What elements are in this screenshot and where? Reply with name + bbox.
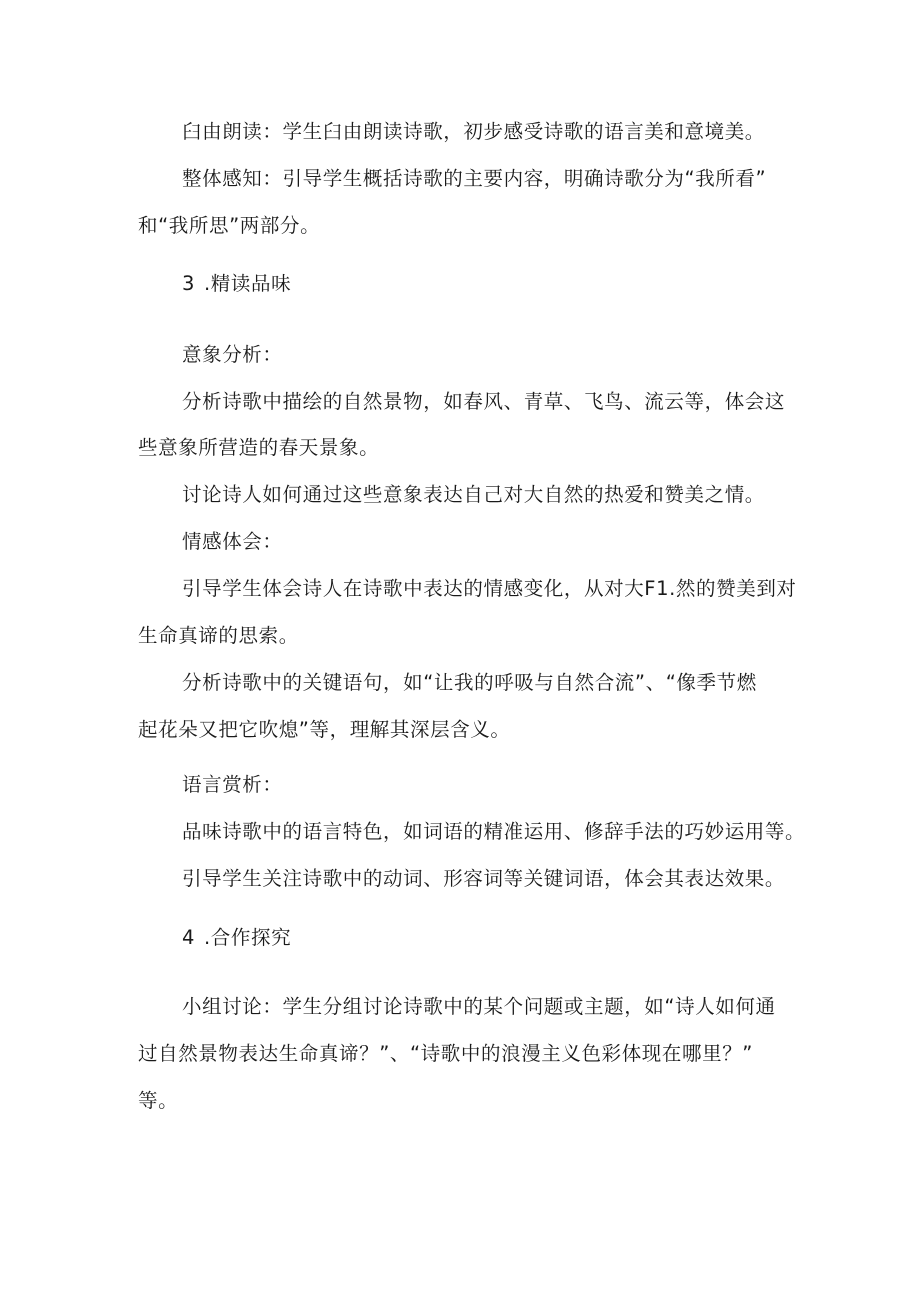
section-number: 4	[182, 926, 196, 949]
paragraph-keywords: 引导学生关注诗歌中的动词、形容词等关键词语，体会其表达效果。	[182, 867, 786, 890]
section-number: 3	[182, 272, 196, 295]
paragraph-group-discussion-line3: 等。	[138, 1089, 179, 1112]
subheading-language-appreciation: 语言赏析：	[182, 773, 283, 796]
paragraph-free-reading: 臼由朗读：学生臼由朗读诗歌，初步感受诗歌的语言美和意境美。	[182, 120, 765, 143]
paragraph-overall-perception-line2: 和“我所思”两部分。	[138, 214, 321, 237]
paragraph-language-features: 品味诗歌中的语言特色，如词语的精准运用、修辞手法的巧妙运用等。	[182, 820, 806, 843]
paragraph-imagery-line1: 分析诗歌中描绘的自然景物，如春风、青草、飞鸟、流云等，体会这	[182, 390, 786, 413]
section-heading-3	[182, 272, 291, 296]
subheading-imagery-analysis: 意象分析：	[182, 343, 283, 366]
paragraph-overall-perception-line1: 整体感知：引导学生概括诗歌的主要内容，明确诗歌分为“我所看”	[182, 167, 767, 190]
paragraph-emotion-line2: 生命真谛的思索。	[138, 624, 299, 647]
section-heading-4	[182, 926, 291, 950]
paragraph-imagery-line2: 些意象所营造的春天景象。	[138, 436, 380, 459]
paragraph-group-discussion-line2: 过自然景物表达生命真谛？”、“诗歌中的浪漫主义色彩体现在哪里？”	[138, 1042, 754, 1065]
paragraph-key-sentences-line2: 起花朵又把它吹熄”等，理解其深层含义。	[138, 718, 511, 741]
paragraph-discussion: 讨论诗人如何通过这些意象表达自己对大自然的热爱和赞美之情。	[182, 483, 765, 506]
subheading-emotion: 情感体会：	[182, 530, 283, 553]
section-title: .合作探究	[204, 926, 292, 949]
section-title: .精读品味	[204, 272, 292, 295]
paragraph-group-discussion-line1: 小组讨论：学生分组讨论诗歌中的某个问题或主题，如“诗人如何通	[182, 995, 776, 1018]
paragraph-key-sentences-line1: 分析诗歌中的关键语句，如“让我的呼吸与自然合流”、“像季节燃	[182, 671, 757, 694]
paragraph-emotion-line1: 引导学生体会诗人在诗歌中表达的情感变化，从对大F1.然的赞美到对	[182, 577, 797, 600]
